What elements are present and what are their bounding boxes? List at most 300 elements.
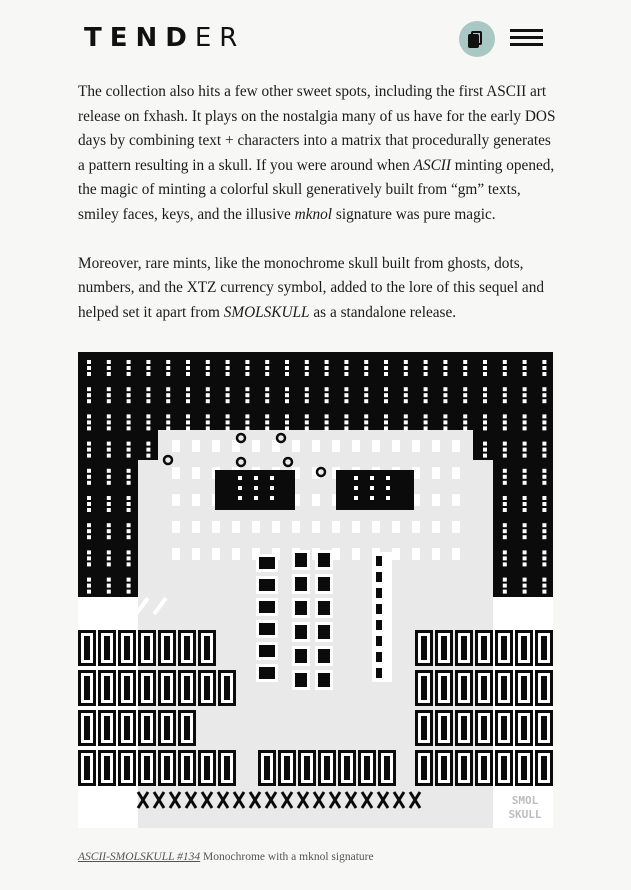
dot-glyph bbox=[503, 481, 507, 485]
dot-glyph bbox=[146, 393, 150, 397]
dot-glyph bbox=[523, 426, 527, 430]
dot-glyph bbox=[364, 420, 368, 424]
dot-glyph bbox=[443, 387, 447, 391]
symbol-glyph bbox=[392, 440, 400, 452]
logo-bold: TEND bbox=[84, 23, 195, 53]
dot-glyph bbox=[206, 393, 210, 397]
dot-glyph bbox=[226, 366, 230, 370]
dot-glyph bbox=[443, 420, 447, 424]
dot-glyph bbox=[107, 426, 111, 430]
dot-glyph bbox=[404, 420, 408, 424]
dot-glyph bbox=[523, 556, 527, 560]
dot-glyph bbox=[166, 414, 170, 418]
dot-glyph bbox=[186, 399, 190, 403]
dot-glyph bbox=[265, 426, 269, 430]
dot-glyph bbox=[166, 426, 170, 430]
dot-glyph bbox=[503, 508, 507, 512]
dot-glyph bbox=[424, 399, 428, 403]
symbol-glyph bbox=[332, 521, 340, 533]
dot-glyph bbox=[364, 426, 368, 430]
dot-glyph bbox=[503, 366, 507, 370]
dot-glyph bbox=[384, 372, 388, 376]
caption-text: Monochrome with a mknol signature bbox=[200, 851, 374, 863]
dot-glyph bbox=[364, 393, 368, 397]
symbol-glyph bbox=[232, 548, 240, 560]
dot-glyph bbox=[463, 393, 467, 397]
dot-glyph bbox=[127, 366, 131, 370]
dot-glyph bbox=[146, 448, 150, 452]
symbol-glyph bbox=[372, 521, 380, 533]
dot-glyph bbox=[523, 523, 527, 527]
dot-glyph bbox=[146, 387, 150, 391]
artwork-link[interactable]: ASCII-SMOLSKULL #134 bbox=[78, 851, 201, 863]
dot-glyph bbox=[542, 448, 546, 452]
dot-glyph bbox=[305, 387, 309, 391]
symbol-glyph bbox=[172, 494, 180, 506]
dot-glyph bbox=[265, 372, 269, 376]
dot-glyph bbox=[523, 496, 527, 500]
symbol-glyph bbox=[212, 440, 220, 452]
dot-glyph bbox=[226, 420, 230, 424]
dot-glyph bbox=[344, 360, 348, 364]
dot-glyph bbox=[443, 393, 447, 397]
dot-glyph bbox=[503, 590, 507, 594]
dot-glyph bbox=[364, 387, 368, 391]
dot-glyph bbox=[305, 393, 309, 397]
dot-glyph bbox=[424, 366, 428, 370]
dot-glyph bbox=[146, 420, 150, 424]
dot-glyph bbox=[206, 372, 210, 376]
dot-glyph bbox=[87, 535, 91, 539]
dot-glyph bbox=[325, 426, 329, 430]
symbol-glyph bbox=[292, 440, 300, 452]
dot-glyph bbox=[523, 502, 527, 506]
dot-glyph bbox=[503, 578, 507, 582]
dot-glyph bbox=[285, 372, 289, 376]
dot-glyph bbox=[127, 399, 131, 403]
symbol-glyph bbox=[252, 440, 260, 452]
dot-glyph bbox=[404, 399, 408, 403]
dot-glyph bbox=[503, 562, 507, 566]
symbol-glyph bbox=[192, 467, 200, 479]
dot-glyph bbox=[503, 469, 507, 473]
dot-glyph bbox=[87, 584, 91, 588]
symbol-glyph bbox=[332, 440, 340, 452]
hamburger-menu-icon[interactable] bbox=[510, 27, 543, 49]
dot-glyph bbox=[127, 469, 131, 473]
dot-glyph bbox=[503, 442, 507, 446]
ascii-emphasis: ASCII bbox=[413, 156, 451, 174]
dot-glyph bbox=[146, 454, 150, 458]
symbol-glyph bbox=[332, 548, 340, 560]
dot-glyph bbox=[245, 426, 249, 430]
symbol-glyph bbox=[212, 548, 220, 560]
dot-glyph bbox=[285, 393, 289, 397]
dot-glyph bbox=[523, 372, 527, 376]
dot-glyph bbox=[87, 469, 91, 473]
dot-glyph bbox=[344, 393, 348, 397]
dot-glyph bbox=[87, 496, 91, 500]
dot-glyph bbox=[186, 420, 190, 424]
symbol-glyph bbox=[192, 440, 200, 452]
dot-glyph bbox=[146, 414, 150, 418]
dot-glyph bbox=[186, 387, 190, 391]
dot-glyph bbox=[463, 420, 467, 424]
dot-glyph bbox=[542, 372, 546, 376]
dot-glyph bbox=[166, 360, 170, 364]
dot-glyph bbox=[107, 366, 111, 370]
dot-glyph bbox=[146, 442, 150, 446]
smolskull-emphasis: SMOLSKULL bbox=[223, 303, 310, 321]
symbol-glyph bbox=[432, 494, 440, 506]
symbol-glyph bbox=[452, 548, 460, 560]
dot-glyph bbox=[245, 360, 249, 364]
dot-glyph bbox=[107, 535, 111, 539]
dot-glyph bbox=[523, 535, 527, 539]
dot-glyph bbox=[107, 393, 111, 397]
dot-glyph bbox=[127, 584, 131, 588]
dot-glyph bbox=[305, 360, 309, 364]
dot-glyph bbox=[483, 442, 487, 446]
dot-glyph bbox=[245, 399, 249, 403]
dot-glyph bbox=[146, 366, 150, 370]
dot-glyph bbox=[226, 399, 230, 403]
dot-glyph bbox=[87, 523, 91, 527]
dot-glyph bbox=[107, 529, 111, 533]
dot-glyph bbox=[463, 399, 467, 403]
dot-glyph bbox=[443, 366, 447, 370]
dot-glyph bbox=[166, 393, 170, 397]
dot-glyph bbox=[325, 366, 329, 370]
dot-glyph bbox=[503, 584, 507, 588]
dot-glyph bbox=[344, 366, 348, 370]
dot-glyph bbox=[542, 529, 546, 533]
dot-glyph bbox=[127, 578, 131, 582]
dot-glyph bbox=[206, 399, 210, 403]
dot-glyph bbox=[127, 481, 131, 485]
dot-glyph bbox=[424, 360, 428, 364]
dot-glyph bbox=[503, 393, 507, 397]
dot-glyph bbox=[542, 508, 546, 512]
dot-glyph bbox=[542, 399, 546, 403]
dot-glyph bbox=[424, 426, 428, 430]
symbol-glyph bbox=[172, 440, 180, 452]
dot-glyph bbox=[424, 387, 428, 391]
dot-glyph bbox=[127, 393, 131, 397]
dot-glyph bbox=[146, 372, 150, 376]
dot-glyph bbox=[107, 360, 111, 364]
dot-glyph bbox=[107, 372, 111, 376]
dot-glyph bbox=[364, 414, 368, 418]
symbol-glyph bbox=[452, 494, 460, 506]
symbol-glyph bbox=[312, 494, 320, 506]
dot-glyph bbox=[186, 426, 190, 430]
dot-glyph bbox=[206, 360, 210, 364]
dot-glyph bbox=[404, 393, 408, 397]
dot-glyph bbox=[107, 523, 111, 527]
dot-glyph bbox=[542, 360, 546, 364]
dot-glyph bbox=[384, 360, 388, 364]
dot-glyph bbox=[186, 393, 190, 397]
dot-glyph bbox=[364, 366, 368, 370]
dot-glyph bbox=[305, 420, 309, 424]
dot-glyph bbox=[265, 393, 269, 397]
dot-glyph bbox=[542, 502, 546, 506]
symbol-glyph bbox=[172, 548, 180, 560]
symbol-glyph bbox=[432, 467, 440, 479]
dot-glyph bbox=[146, 426, 150, 430]
dot-glyph bbox=[285, 399, 289, 403]
dot-glyph bbox=[226, 393, 230, 397]
dot-glyph bbox=[87, 562, 91, 566]
dot-glyph bbox=[463, 414, 467, 418]
symbol-glyph bbox=[352, 548, 360, 560]
dot-glyph bbox=[206, 366, 210, 370]
dot-glyph bbox=[344, 387, 348, 391]
dot-glyph bbox=[404, 414, 408, 418]
dot-glyph bbox=[87, 590, 91, 594]
dot-glyph bbox=[325, 360, 329, 364]
symbol-glyph bbox=[412, 440, 420, 452]
dot-glyph bbox=[523, 508, 527, 512]
dot-glyph bbox=[127, 426, 131, 430]
dot-glyph bbox=[523, 360, 527, 364]
dot-glyph bbox=[146, 360, 150, 364]
dot-glyph bbox=[325, 420, 329, 424]
dot-glyph bbox=[107, 387, 111, 391]
dot-glyph bbox=[265, 360, 269, 364]
dot-glyph bbox=[127, 496, 131, 500]
dot-glyph bbox=[325, 387, 329, 391]
dot-glyph bbox=[226, 387, 230, 391]
dot-glyph bbox=[523, 475, 527, 479]
dot-glyph bbox=[503, 387, 507, 391]
dot-glyph bbox=[107, 502, 111, 506]
dot-glyph bbox=[542, 469, 546, 473]
dot-glyph bbox=[364, 360, 368, 364]
dot-glyph bbox=[344, 372, 348, 376]
symbol-glyph bbox=[312, 521, 320, 533]
dot-glyph bbox=[523, 562, 527, 566]
dot-glyph bbox=[542, 366, 546, 370]
dot-glyph bbox=[483, 420, 487, 424]
dot-glyph bbox=[127, 372, 131, 376]
dot-glyph bbox=[87, 420, 91, 424]
dot-glyph bbox=[87, 426, 91, 430]
dot-glyph bbox=[503, 420, 507, 424]
smolskull-stamp-line2: SKULL bbox=[508, 808, 542, 821]
dot-glyph bbox=[443, 414, 447, 418]
dot-glyph bbox=[463, 372, 467, 376]
dot-glyph bbox=[463, 426, 467, 430]
dot-glyph bbox=[523, 420, 527, 424]
dot-glyph bbox=[523, 481, 527, 485]
dot-glyph bbox=[523, 550, 527, 554]
ascii-skull-artwork bbox=[78, 352, 553, 828]
site-logo[interactable] bbox=[84, 22, 245, 54]
dot-glyph bbox=[127, 360, 131, 364]
dot-glyph bbox=[523, 414, 527, 418]
dot-glyph bbox=[344, 426, 348, 430]
dot-glyph bbox=[107, 556, 111, 560]
dot-glyph bbox=[523, 529, 527, 533]
dot-glyph bbox=[87, 578, 91, 582]
dot-glyph bbox=[245, 366, 249, 370]
dot-glyph bbox=[127, 508, 131, 512]
dot-glyph bbox=[107, 448, 111, 452]
artwork-image bbox=[78, 352, 553, 828]
dot-glyph bbox=[424, 372, 428, 376]
dot-glyph bbox=[384, 399, 388, 403]
dot-glyph bbox=[523, 387, 527, 391]
dot-glyph bbox=[503, 496, 507, 500]
dot-glyph bbox=[483, 414, 487, 418]
dot-glyph bbox=[344, 414, 348, 418]
dot-glyph bbox=[87, 556, 91, 560]
dot-glyph bbox=[523, 399, 527, 403]
dot-glyph bbox=[384, 393, 388, 397]
dot-glyph bbox=[166, 420, 170, 424]
dot-glyph bbox=[523, 366, 527, 370]
dot-glyph bbox=[127, 454, 131, 458]
symbol-glyph bbox=[452, 467, 460, 479]
dot-glyph bbox=[265, 420, 269, 424]
dot-glyph bbox=[523, 393, 527, 397]
dot-glyph bbox=[483, 454, 487, 458]
symbol-glyph bbox=[432, 440, 440, 452]
dot-glyph bbox=[443, 426, 447, 430]
logo-light: ER bbox=[194, 23, 246, 53]
dot-glyph bbox=[127, 562, 131, 566]
dot-glyph bbox=[87, 414, 91, 418]
dot-glyph bbox=[127, 535, 131, 539]
dot-glyph bbox=[87, 393, 91, 397]
dot-glyph bbox=[127, 502, 131, 506]
dot-glyph bbox=[542, 556, 546, 560]
dot-glyph bbox=[542, 550, 546, 554]
dot-glyph bbox=[542, 578, 546, 582]
dot-glyph bbox=[483, 360, 487, 364]
dot-glyph bbox=[542, 414, 546, 418]
dot-glyph bbox=[424, 393, 428, 397]
dot-glyph bbox=[107, 454, 111, 458]
dot-glyph bbox=[107, 442, 111, 446]
dot-glyph bbox=[107, 481, 111, 485]
dot-glyph bbox=[503, 529, 507, 533]
dot-glyph bbox=[206, 414, 210, 418]
dot-glyph bbox=[503, 556, 507, 560]
dot-glyph bbox=[344, 399, 348, 403]
dot-glyph bbox=[503, 454, 507, 458]
dot-glyph bbox=[127, 523, 131, 527]
dot-glyph bbox=[245, 414, 249, 418]
dot-glyph bbox=[443, 360, 447, 364]
dot-glyph bbox=[305, 426, 309, 430]
dot-glyph bbox=[523, 442, 527, 446]
dot-glyph bbox=[483, 372, 487, 376]
dot-glyph bbox=[325, 399, 329, 403]
dot-glyph bbox=[87, 442, 91, 446]
right-eye bbox=[336, 470, 414, 510]
dot-glyph bbox=[424, 414, 428, 418]
dot-glyph bbox=[523, 454, 527, 458]
dot-glyph bbox=[483, 399, 487, 403]
dot-glyph bbox=[265, 366, 269, 370]
symbol-glyph bbox=[312, 440, 320, 452]
symbol-glyph bbox=[412, 548, 420, 560]
symbol-glyph bbox=[352, 440, 360, 452]
dot-glyph bbox=[107, 414, 111, 418]
symbol-glyph bbox=[292, 521, 300, 533]
dot-glyph bbox=[404, 426, 408, 430]
dot-glyph bbox=[87, 372, 91, 376]
dot-glyph bbox=[87, 366, 91, 370]
dot-glyph bbox=[542, 454, 546, 458]
symbol-glyph bbox=[392, 548, 400, 560]
dot-glyph bbox=[463, 360, 467, 364]
symbol-glyph bbox=[432, 548, 440, 560]
dot-glyph bbox=[107, 469, 111, 473]
dot-glyph bbox=[325, 372, 329, 376]
dot-glyph bbox=[542, 535, 546, 539]
symbol-glyph bbox=[252, 521, 260, 533]
dot-glyph bbox=[305, 414, 309, 418]
collection-button[interactable] bbox=[459, 21, 495, 57]
dot-glyph bbox=[523, 448, 527, 452]
article-paragraph: Moreover, rare mints, like the monochrome skull built from ghosts, dots, numbers, and the XTZ currency symbol, added to the lore of this sequel and helped set it apart from SMOLSKULL as a standalone release. bbox=[78, 254, 545, 321]
stack-icon-front bbox=[468, 34, 479, 48]
dot-glyph bbox=[384, 387, 388, 391]
site-header bbox=[0, 0, 631, 78]
dot-glyph bbox=[523, 469, 527, 473]
smolskull-stamp-line1: SMOL bbox=[511, 794, 539, 807]
dot-glyph bbox=[542, 523, 546, 527]
symbol-glyph bbox=[452, 440, 460, 452]
mknol-emphasis: mknol bbox=[294, 205, 333, 223]
dot-glyph bbox=[305, 399, 309, 403]
symbol-glyph bbox=[192, 521, 200, 533]
dot-glyph bbox=[107, 399, 111, 403]
dot-glyph bbox=[127, 448, 131, 452]
dot-glyph bbox=[424, 420, 428, 424]
dot-glyph bbox=[483, 366, 487, 370]
dot-glyph bbox=[107, 420, 111, 424]
dot-glyph bbox=[443, 372, 447, 376]
dot-glyph bbox=[503, 426, 507, 430]
dot-glyph bbox=[87, 529, 91, 533]
dot-glyph bbox=[87, 475, 91, 479]
dot-glyph bbox=[186, 360, 190, 364]
dot-glyph bbox=[542, 475, 546, 479]
dot-glyph bbox=[542, 387, 546, 391]
dot-glyph bbox=[364, 372, 368, 376]
dot-glyph bbox=[107, 584, 111, 588]
dot-glyph bbox=[87, 481, 91, 485]
dot-glyph bbox=[107, 475, 111, 479]
symbol-glyph bbox=[352, 521, 360, 533]
dot-glyph bbox=[503, 360, 507, 364]
dot-glyph bbox=[542, 584, 546, 588]
dot-glyph bbox=[503, 502, 507, 506]
dot-glyph bbox=[503, 535, 507, 539]
dot-glyph bbox=[107, 578, 111, 582]
dot-glyph bbox=[186, 414, 190, 418]
dot-glyph bbox=[186, 366, 190, 370]
dot-glyph bbox=[503, 523, 507, 527]
dot-glyph bbox=[127, 420, 131, 424]
dot-glyph bbox=[245, 420, 249, 424]
dot-glyph bbox=[344, 420, 348, 424]
